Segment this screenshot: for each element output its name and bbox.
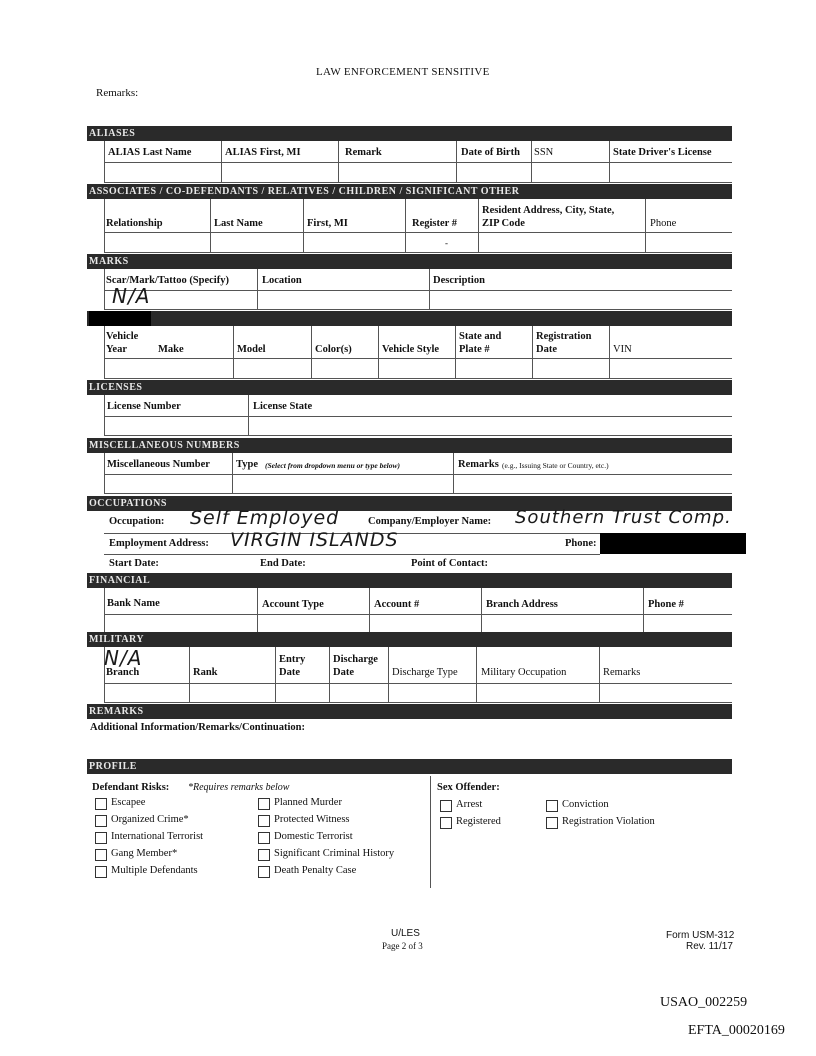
company-value: Southern Trust Comp. [515, 507, 732, 528]
mil-col-branch: Branch [106, 667, 140, 678]
veh-col-model: Model [237, 344, 266, 355]
veh-col-vehicle: Vehicle [106, 331, 139, 342]
death-penalty-label: Death Penalty Case [274, 865, 357, 876]
redaction-box [600, 533, 746, 554]
lic-col-number: License Number [107, 401, 181, 412]
mil-col-rank: Rank [193, 667, 218, 678]
death-penalty-checkbox[interactable] [258, 866, 270, 878]
end-date-label: End Date: [260, 558, 306, 569]
alias-col-last-name: ALIAS Last Name [108, 147, 192, 158]
alias-col-ssn: SSN [534, 147, 554, 158]
mil-col-entry: Entry [279, 654, 306, 665]
misc-section-bar: MISCELLANEOUS NUMBERS [87, 438, 732, 453]
registration-violation-label: Registration Violation [562, 816, 655, 827]
domestic-terrorist-checkbox[interactable] [258, 832, 270, 844]
marks-section-bar: MARKS [87, 254, 732, 269]
veh-col-reg-date: Date [536, 344, 557, 355]
international-terrorist-checkbox[interactable] [95, 832, 107, 844]
veh-col-style: Vehicle Style [382, 344, 440, 355]
occupation-value: Self Employed [190, 507, 340, 529]
assoc-register-mark: - [445, 238, 448, 248]
remarks-section-bar: REMARKS [87, 704, 732, 719]
significant-criminal-history-checkbox[interactable] [258, 849, 270, 861]
significant-criminal-history-label: Significant Criminal History [274, 848, 395, 859]
registration-violation-checkbox[interactable] [546, 817, 558, 829]
assoc-col-last-name: Last Name [214, 218, 263, 229]
alias-col-remark: Remark [345, 147, 382, 158]
protected-witness-checkbox[interactable] [258, 815, 270, 827]
mil-col-occupation: Military Occupation [481, 667, 567, 678]
aliases-section-bar: ALIASES [87, 126, 732, 141]
veh-col-plate: Plate # [459, 344, 490, 355]
protected-witness-label: Protected Witness [274, 814, 350, 825]
phone-label: Phone: [565, 538, 597, 549]
fin-col-branch: Branch Address [486, 599, 558, 610]
conviction-checkbox[interactable] [546, 800, 558, 812]
conviction-label: Conviction [562, 799, 609, 810]
assoc-col-register: Register # [412, 218, 457, 229]
footer-form: Form USM-312 [666, 930, 735, 941]
additional-info-label: Additional Information/Remarks/Continuation: [90, 722, 305, 733]
occupation-label: Occupation: [109, 516, 165, 527]
company-label: Company/Employer Name: [368, 516, 492, 527]
profile-section-bar: PROFILE [87, 759, 732, 774]
mil-col-entry-date: Date [279, 667, 300, 678]
multiple-defendants-checkbox[interactable] [95, 866, 107, 878]
planned-murder-label: Planned Murder [274, 797, 342, 808]
veh-col-colors: Color(s) [315, 344, 352, 355]
assoc-col-relationship: Relationship [106, 218, 163, 229]
domestic-terrorist-label: Domestic Terrorist [274, 831, 353, 842]
veh-col-make: Make [158, 344, 184, 355]
vehicles-section-bar [87, 311, 732, 326]
marks-col-smt: Scar/Mark/Tattoo (Specify) [106, 275, 229, 286]
military-handwritten-na: N/A [104, 646, 143, 670]
assoc-col-phone: Phone [650, 218, 677, 229]
alias-col-dob: Date of Birth [461, 147, 520, 158]
arrest-checkbox[interactable] [440, 800, 452, 812]
misc-col-type-hint: (Select from dropdown menu or type below) [265, 461, 400, 470]
assoc-col-zip: ZIP Code [482, 218, 525, 229]
fin-col-phone: Phone # [648, 599, 684, 610]
redaction-box [89, 311, 151, 326]
fin-col-account-num: Account # [374, 599, 420, 610]
assoc-col-address: Resident Address, City, State, [482, 205, 615, 216]
fin-col-bank: Bank Name [107, 598, 160, 609]
mil-col-discharge-date: Date [333, 667, 354, 678]
marks-handwritten-na: N/A [112, 284, 151, 308]
start-date-label: Start Date: [109, 558, 159, 569]
point-of-contact-label: Point of Contact: [411, 558, 488, 569]
employment-address-label: Employment Address: [109, 538, 209, 549]
lic-col-state: License State [253, 401, 313, 412]
misc-col-type: Type [236, 459, 258, 470]
military-section-bar: MILITARY [87, 632, 732, 647]
gang-member-label: Gang Member* [111, 848, 178, 859]
planned-murder-checkbox[interactable] [258, 798, 270, 810]
gang-member-checkbox[interactable] [95, 849, 107, 861]
arrest-label: Arrest [456, 799, 483, 810]
international-terrorist-label: International Terrorist [111, 831, 204, 842]
footer-rev: Rev. 11/17 [686, 941, 733, 952]
veh-col-state-and: State and [459, 331, 502, 342]
licenses-section-bar: LICENSES [87, 380, 732, 395]
mil-col-discharge: Discharge [333, 654, 378, 665]
registered-checkbox[interactable] [440, 817, 452, 829]
risks-hint: *Requires remarks below [188, 782, 290, 793]
occupations-section-bar: OCCUPATIONS [87, 496, 732, 511]
veh-col-registration: Registration [536, 331, 592, 342]
misc-col-remarks: Remarks [458, 459, 499, 470]
sensitivity-banner: LAW ENFORCEMENT SENSITIVE [316, 66, 490, 78]
alias-col-first-mi: ALIAS First, MI [225, 147, 301, 158]
sex-offender-label: Sex Offender: [437, 782, 500, 793]
footer-ules: U/LES [391, 928, 420, 939]
remarks-label: Remarks: [96, 87, 139, 99]
financial-section-bar: FINANCIAL [87, 573, 732, 588]
fin-col-account-type: Account Type [262, 599, 324, 610]
misc-col-remarks-hint: (e.g., Issuing State or Country, etc.) [502, 461, 609, 470]
mil-col-remarks: Remarks [603, 667, 641, 678]
assoc-col-first-mi: First, MI [307, 218, 348, 229]
risks-label: Defendant Risks: [92, 782, 170, 793]
marks-col-location: Location [262, 275, 302, 286]
organized-crime-checkbox[interactable] [95, 815, 107, 827]
organized-crime-label: Organized Crime* [111, 814, 189, 825]
employment-address-value: VIRGIN ISLANDS [230, 529, 399, 551]
bates-number-2: EFTA_00020169 [688, 1023, 785, 1038]
veh-col-vin: VIN [613, 344, 632, 355]
registered-label: Registered [456, 816, 501, 827]
footer-page: Page 2 of 3 [382, 941, 423, 951]
escapee-label: Escapee [111, 797, 146, 808]
bates-number-1: USAO_002259 [660, 995, 748, 1010]
veh-col-year: Year [106, 344, 127, 355]
alias-col-dl: State Driver's License [613, 147, 712, 158]
mil-col-discharge-type: Discharge Type [392, 667, 458, 678]
marks-col-description: Description [433, 275, 485, 286]
misc-col-number: Miscellaneous Number [107, 459, 210, 470]
escapee-checkbox[interactable] [95, 798, 107, 810]
multiple-defendants-label: Multiple Defendants [111, 865, 198, 876]
associates-section-bar: ASSOCIATES / CO-DEFENDANTS / RELATIVES / CHILDREN / SIGNIFICANT OTHER [87, 184, 732, 199]
